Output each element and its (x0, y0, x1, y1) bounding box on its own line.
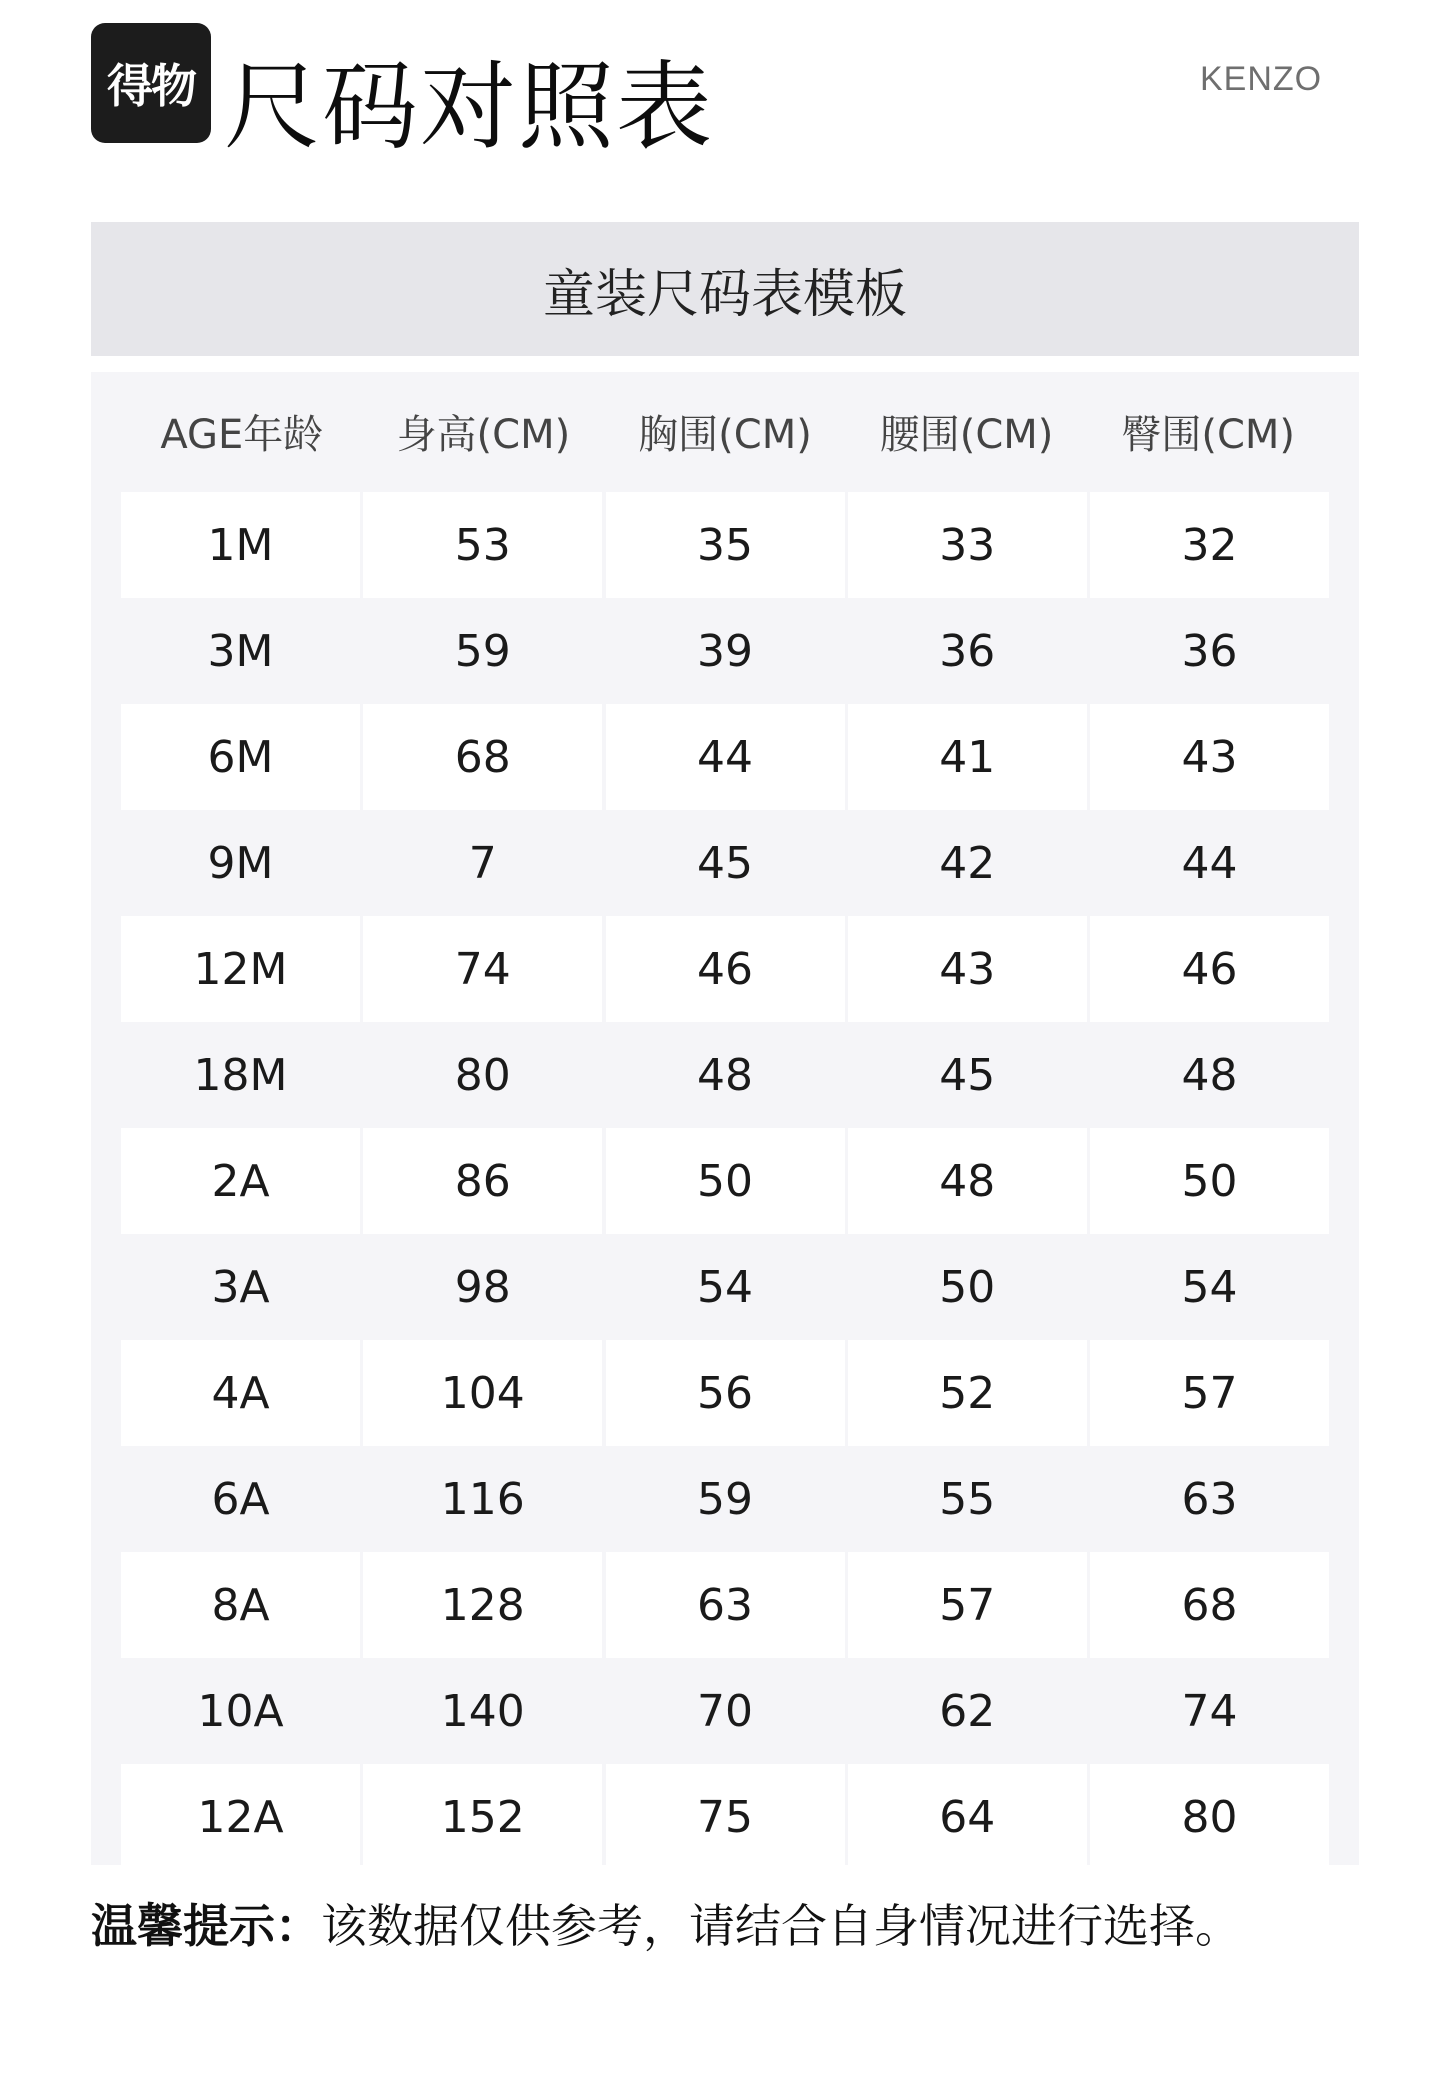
table-cell-height: 98 (454, 1261, 511, 1313)
table-cell-waist: 48 (848, 1128, 1087, 1234)
size-table (91, 372, 1359, 1865)
table-row (121, 916, 1329, 1022)
table-cell-hip: 43 (1090, 704, 1329, 810)
table-cell-waist: 41 (848, 704, 1087, 810)
table-cell-height: 74 (363, 916, 602, 1022)
table-cell-chest: 44 (606, 704, 845, 810)
table-cell-age: 8A (121, 1552, 360, 1658)
table-cell-waist: 33 (848, 492, 1087, 598)
table-cell-chest: 35 (606, 492, 845, 598)
table-cell-chest: 56 (606, 1340, 845, 1446)
table-row (121, 492, 1329, 598)
table-cell-height: 68 (363, 704, 602, 810)
table-cell-age: 2A (121, 1128, 360, 1234)
table-cell-height: 104 (363, 1340, 602, 1446)
table-header-row (121, 372, 1329, 490)
table-row (121, 704, 1329, 810)
table-row (121, 598, 1329, 704)
app-logo-text: 得物 (107, 59, 195, 113)
table-body (121, 492, 1329, 1870)
table-cell-hip: 46 (1090, 916, 1329, 1022)
table-cell-height: 7 (468, 837, 497, 889)
tip-text: 该数据仅供参考，请结合自身情况进行选择。 (321, 1899, 1241, 1953)
table-title: 童装尺码表模板 (542, 264, 907, 325)
app-logo (91, 23, 211, 143)
table-cell-hip: 74 (1181, 1685, 1238, 1737)
table-cell-chest: 48 (697, 1049, 753, 1101)
tip-label: 温馨提示： (91, 1899, 321, 1953)
brand-logo: KENZO (1200, 60, 1323, 98)
table-cell-age: 3M (207, 625, 274, 677)
table-row (121, 1658, 1329, 1764)
table-cell-hip: 63 (1181, 1473, 1238, 1525)
table-cell-waist: 50 (939, 1261, 996, 1313)
table-row (121, 1234, 1329, 1340)
table-title-banner (91, 222, 1359, 356)
table-cell-hip: 80 (1090, 1764, 1329, 1870)
table-cell-height: 86 (363, 1128, 602, 1234)
table-cell-hip: 57 (1090, 1340, 1329, 1446)
table-cell-age: 3A (211, 1261, 270, 1313)
table-cell-waist: 52 (848, 1340, 1087, 1446)
table-cell-height: 116 (440, 1473, 525, 1525)
table-cell-hip: 54 (1181, 1261, 1238, 1313)
table-cell-chest: 63 (606, 1552, 845, 1658)
table-cell-chest: 39 (697, 625, 753, 677)
table-cell-age: 6A (211, 1473, 270, 1525)
table-cell-hip: 32 (1090, 492, 1329, 598)
table-cell-age: 12A (121, 1764, 360, 1870)
table-cell-chest: 45 (697, 837, 753, 889)
table-cell-hip: 48 (1181, 1049, 1238, 1101)
table-cell-chest: 70 (697, 1685, 753, 1737)
table-cell-waist: 43 (848, 916, 1087, 1022)
table-cell-age: 4A (121, 1340, 360, 1446)
table-cell-waist: 55 (939, 1473, 996, 1525)
table-row (121, 1340, 1329, 1446)
column-header-chest: 胸围(CM) (638, 411, 812, 458)
table-cell-height: 53 (363, 492, 602, 598)
table-cell-hip: 44 (1181, 837, 1238, 889)
table-cell-height: 152 (363, 1764, 602, 1870)
table-cell-chest: 54 (697, 1261, 753, 1313)
column-header-height: 身高(CM) (396, 411, 571, 458)
column-header-hip: 臀围(CM) (1121, 411, 1295, 458)
table-row (121, 1764, 1329, 1870)
table-cell-hip: 68 (1090, 1552, 1329, 1658)
table-cell-age: 9M (207, 837, 274, 889)
table-cell-waist: 45 (939, 1049, 996, 1101)
table-cell-height: 80 (454, 1049, 511, 1101)
table-row (121, 810, 1329, 916)
column-header-waist: 腰围(CM) (879, 411, 1054, 458)
table-cell-chest: 75 (606, 1764, 845, 1870)
table-cell-hip: 50 (1090, 1128, 1329, 1234)
table-row (121, 1022, 1329, 1128)
table-cell-chest: 59 (697, 1473, 753, 1525)
table-cell-height: 59 (454, 625, 511, 677)
table-cell-waist: 57 (848, 1552, 1087, 1658)
table-cell-chest: 46 (606, 916, 845, 1022)
column-header-age: AGE年龄 (160, 411, 324, 458)
table-cell-age: 1M (121, 492, 360, 598)
table-cell-height: 140 (440, 1685, 525, 1737)
table-cell-waist: 64 (848, 1764, 1087, 1870)
tip-note (91, 1890, 1241, 1956)
table-cell-chest: 50 (606, 1128, 845, 1234)
table-cell-age: 12M (121, 916, 360, 1022)
table-cell-age: 6M (121, 704, 360, 810)
table-row (121, 1552, 1329, 1658)
table-row (121, 1446, 1329, 1552)
table-row (121, 1128, 1329, 1234)
table-cell-height: 128 (363, 1552, 602, 1658)
table-cell-age: 18M (193, 1049, 288, 1101)
table-cell-hip: 36 (1181, 625, 1238, 677)
table-cell-age: 10A (197, 1685, 284, 1737)
page-title: 尺码对照表 (224, 51, 714, 163)
table-cell-waist: 62 (939, 1685, 996, 1737)
table-cell-waist: 42 (939, 837, 996, 889)
table-cell-waist: 36 (939, 625, 996, 677)
